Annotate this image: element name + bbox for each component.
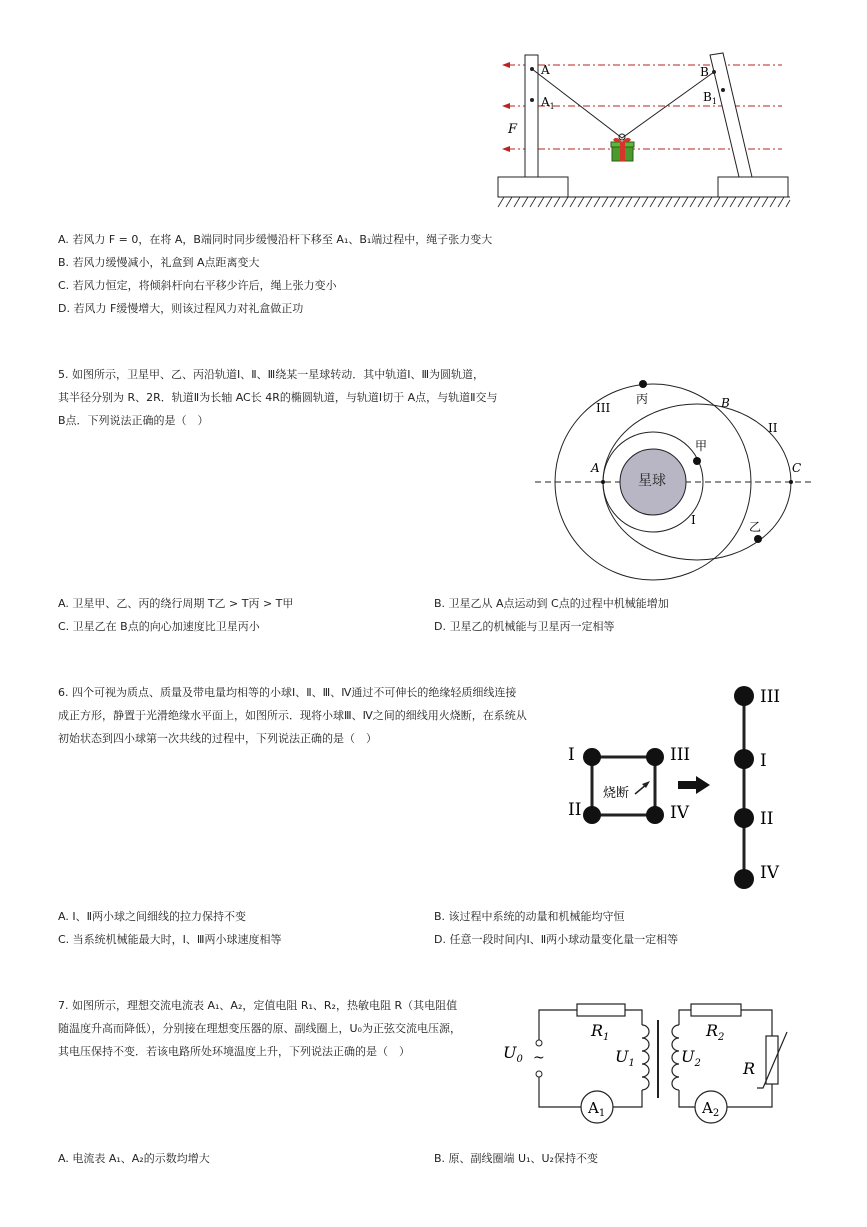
label-f: F	[508, 122, 518, 137]
q6-stem-line-2: 成正方形，静置于光滑绝缘水平面上，如图所示．现将小球Ⅲ、Ⅳ之间的细线用火烧断，在系统从	[58, 709, 527, 722]
line-label-i: I	[760, 751, 767, 771]
line-ball-4	[734, 869, 754, 889]
source-terminal-bottom	[536, 1071, 542, 1077]
satellite-bing	[639, 380, 647, 388]
q6-option-c: C. 当系统机械能最大时，Ⅰ、Ⅲ两小球速度相等	[58, 933, 282, 946]
q6-option-b: B. 该过程中系统的动量和机械能均守恒	[434, 910, 625, 923]
q5-stem-line-1: 5. 如图所示，卫星甲、乙、丙沿轨道Ⅰ、Ⅱ、Ⅲ绕某一星球转动．其中轨道Ⅰ、Ⅲ为圆轨道，	[58, 368, 485, 381]
point-c	[789, 480, 793, 484]
label-r2: $R_2$	[706, 1021, 725, 1043]
resistor-r1	[577, 1004, 625, 1016]
vertical-pole	[525, 55, 538, 177]
ball-4	[646, 806, 664, 824]
ball-3	[646, 748, 664, 766]
label-iii: III	[670, 745, 691, 765]
secondary-coil	[672, 1025, 679, 1090]
rope	[532, 69, 714, 138]
point-a	[601, 480, 605, 484]
q5-option-d: D. 卫星乙的机械能与卫星丙一定相等	[434, 620, 615, 633]
line-ball-1	[734, 749, 754, 769]
label-a2: $A_2$	[702, 1099, 720, 1119]
transform-arrow-icon	[678, 776, 710, 794]
q7-stem-line-3: 其电压保持不变．若该电路所处环境温度上升，下列说法正确的是（ ）	[58, 1045, 410, 1058]
right-base	[718, 177, 788, 197]
planet-label: 星球	[638, 473, 666, 489]
label-orbit-3: III	[596, 401, 611, 415]
satellite-jia	[693, 457, 701, 465]
tilted-pole	[710, 53, 752, 177]
ball-2	[583, 806, 601, 824]
label-burn: 烧断	[603, 786, 630, 801]
point-b	[712, 70, 716, 74]
q7-option-a: A. 电流表 A₁、A₂的示数均增大	[58, 1152, 210, 1165]
q7-figure	[495, 992, 795, 1137]
label-c: C	[792, 461, 802, 475]
source-tilde: ~	[533, 1050, 545, 1066]
q6-figure	[560, 680, 790, 895]
label-a1: $A_1$	[588, 1099, 606, 1119]
label-a: A	[591, 461, 600, 475]
label-a: A	[541, 63, 550, 77]
label-iv: IV	[670, 803, 689, 823]
q4-option-b: B. 若风力缓慢减小，礼盒到 A点距离变大	[58, 256, 260, 269]
label-u1: $U_1$	[615, 1047, 635, 1069]
q7-option-b: B. 原、副线圈端 U₁、U₂保持不变	[434, 1152, 598, 1165]
line-ball-3	[734, 686, 754, 706]
label-u0: $U_0$	[503, 1043, 523, 1065]
line-ball-2	[734, 808, 754, 828]
label-yi: 乙	[749, 520, 762, 534]
label-r: R	[743, 1059, 756, 1078]
label-orbit-2: II	[768, 421, 778, 435]
q4-option-d: D. 若风力 F缓慢增大，则该过程风力对礼盒做正功	[58, 302, 304, 315]
primary-coil	[642, 1025, 649, 1090]
line-label-iv: IV	[760, 863, 779, 883]
q7-stem-line-1: 7. 如图所示，理想交流电流表 A₁、A₂，定值电阻 R₁、R₂，热敏电阻 R（其电阻值	[58, 999, 458, 1012]
label-a1: $A_1$	[541, 95, 555, 111]
point-a1	[530, 98, 534, 102]
line-label-iii: III	[760, 687, 781, 707]
label-b1: $B_1$	[703, 90, 717, 106]
label-jia: 甲	[695, 439, 708, 453]
label-ii: II	[568, 800, 582, 820]
q5-option-b: B. 卫星乙从 A点运动到 C点的过程中机械能增加	[434, 597, 669, 610]
ball-1	[583, 748, 601, 766]
point-a	[530, 67, 534, 71]
q5-option-a: A. 卫星甲、乙、丙的绕行周期 T乙 > T丙 > T甲	[58, 597, 294, 610]
q5-stem-line-3: B点．下列说法正确的是（ ）	[58, 414, 209, 427]
q4-figure	[490, 45, 795, 215]
q7-stem-line-2: 随温度升高而降低），分别接在理想变压器的原、副线圈上，U₀为正弦交流电压源，	[58, 1022, 461, 1035]
left-base	[498, 177, 568, 197]
q5-figure	[530, 376, 820, 586]
label-i: I	[568, 745, 575, 765]
label-r1: $R_1$	[591, 1021, 610, 1043]
label-u2: $U_2$	[681, 1047, 701, 1069]
q5-stem-line-2: 其半径分别为 R、2R．轨道Ⅱ为长轴 AC长 4R的椭圆轨道，与轨道Ⅰ切于 A点，与轨道Ⅱ交与	[58, 391, 498, 404]
wind-arrowheads	[502, 62, 510, 152]
q5-option-c: C. 卫星乙在 B点的向心加速度比卫星丙小	[58, 620, 260, 633]
label-orbit-1: I	[691, 513, 696, 527]
label-b: B	[721, 396, 730, 410]
q4-option-a: A. 若风力 F = 0，在将 A，B端同时同步缓慢沿杆下移至 A₁、B₁端过程中，绳子张力变大	[58, 233, 493, 246]
source-terminal-top	[536, 1040, 542, 1046]
point-b1	[721, 88, 725, 92]
q6-stem-line-3: 初始状态到四小球第一次共线的过程中，下列说法正确的是（ ）	[58, 732, 377, 745]
label-b: B	[700, 65, 709, 79]
line-label-ii: II	[760, 809, 774, 829]
label-bing: 丙	[636, 392, 649, 406]
resistor-r2	[691, 1004, 741, 1016]
q4-option-c: C. 若风力恒定，将倾斜杆向右平移少许后，绳上张力变小	[58, 279, 337, 292]
satellite-yi	[754, 535, 762, 543]
ground	[498, 197, 790, 207]
q6-stem-line-1: 6. 四个可视为质点、质量及带电量均相等的小球Ⅰ、Ⅱ、Ⅲ、Ⅳ通过不可伸长的绝缘轻质细线连接	[58, 686, 517, 699]
q6-option-d: D. 任意一段时间内Ⅰ、Ⅱ两小球动量变化量一定相等	[434, 933, 679, 946]
q6-option-a: A. Ⅰ、Ⅱ两小球之间细线的拉力保持不变	[58, 910, 246, 923]
